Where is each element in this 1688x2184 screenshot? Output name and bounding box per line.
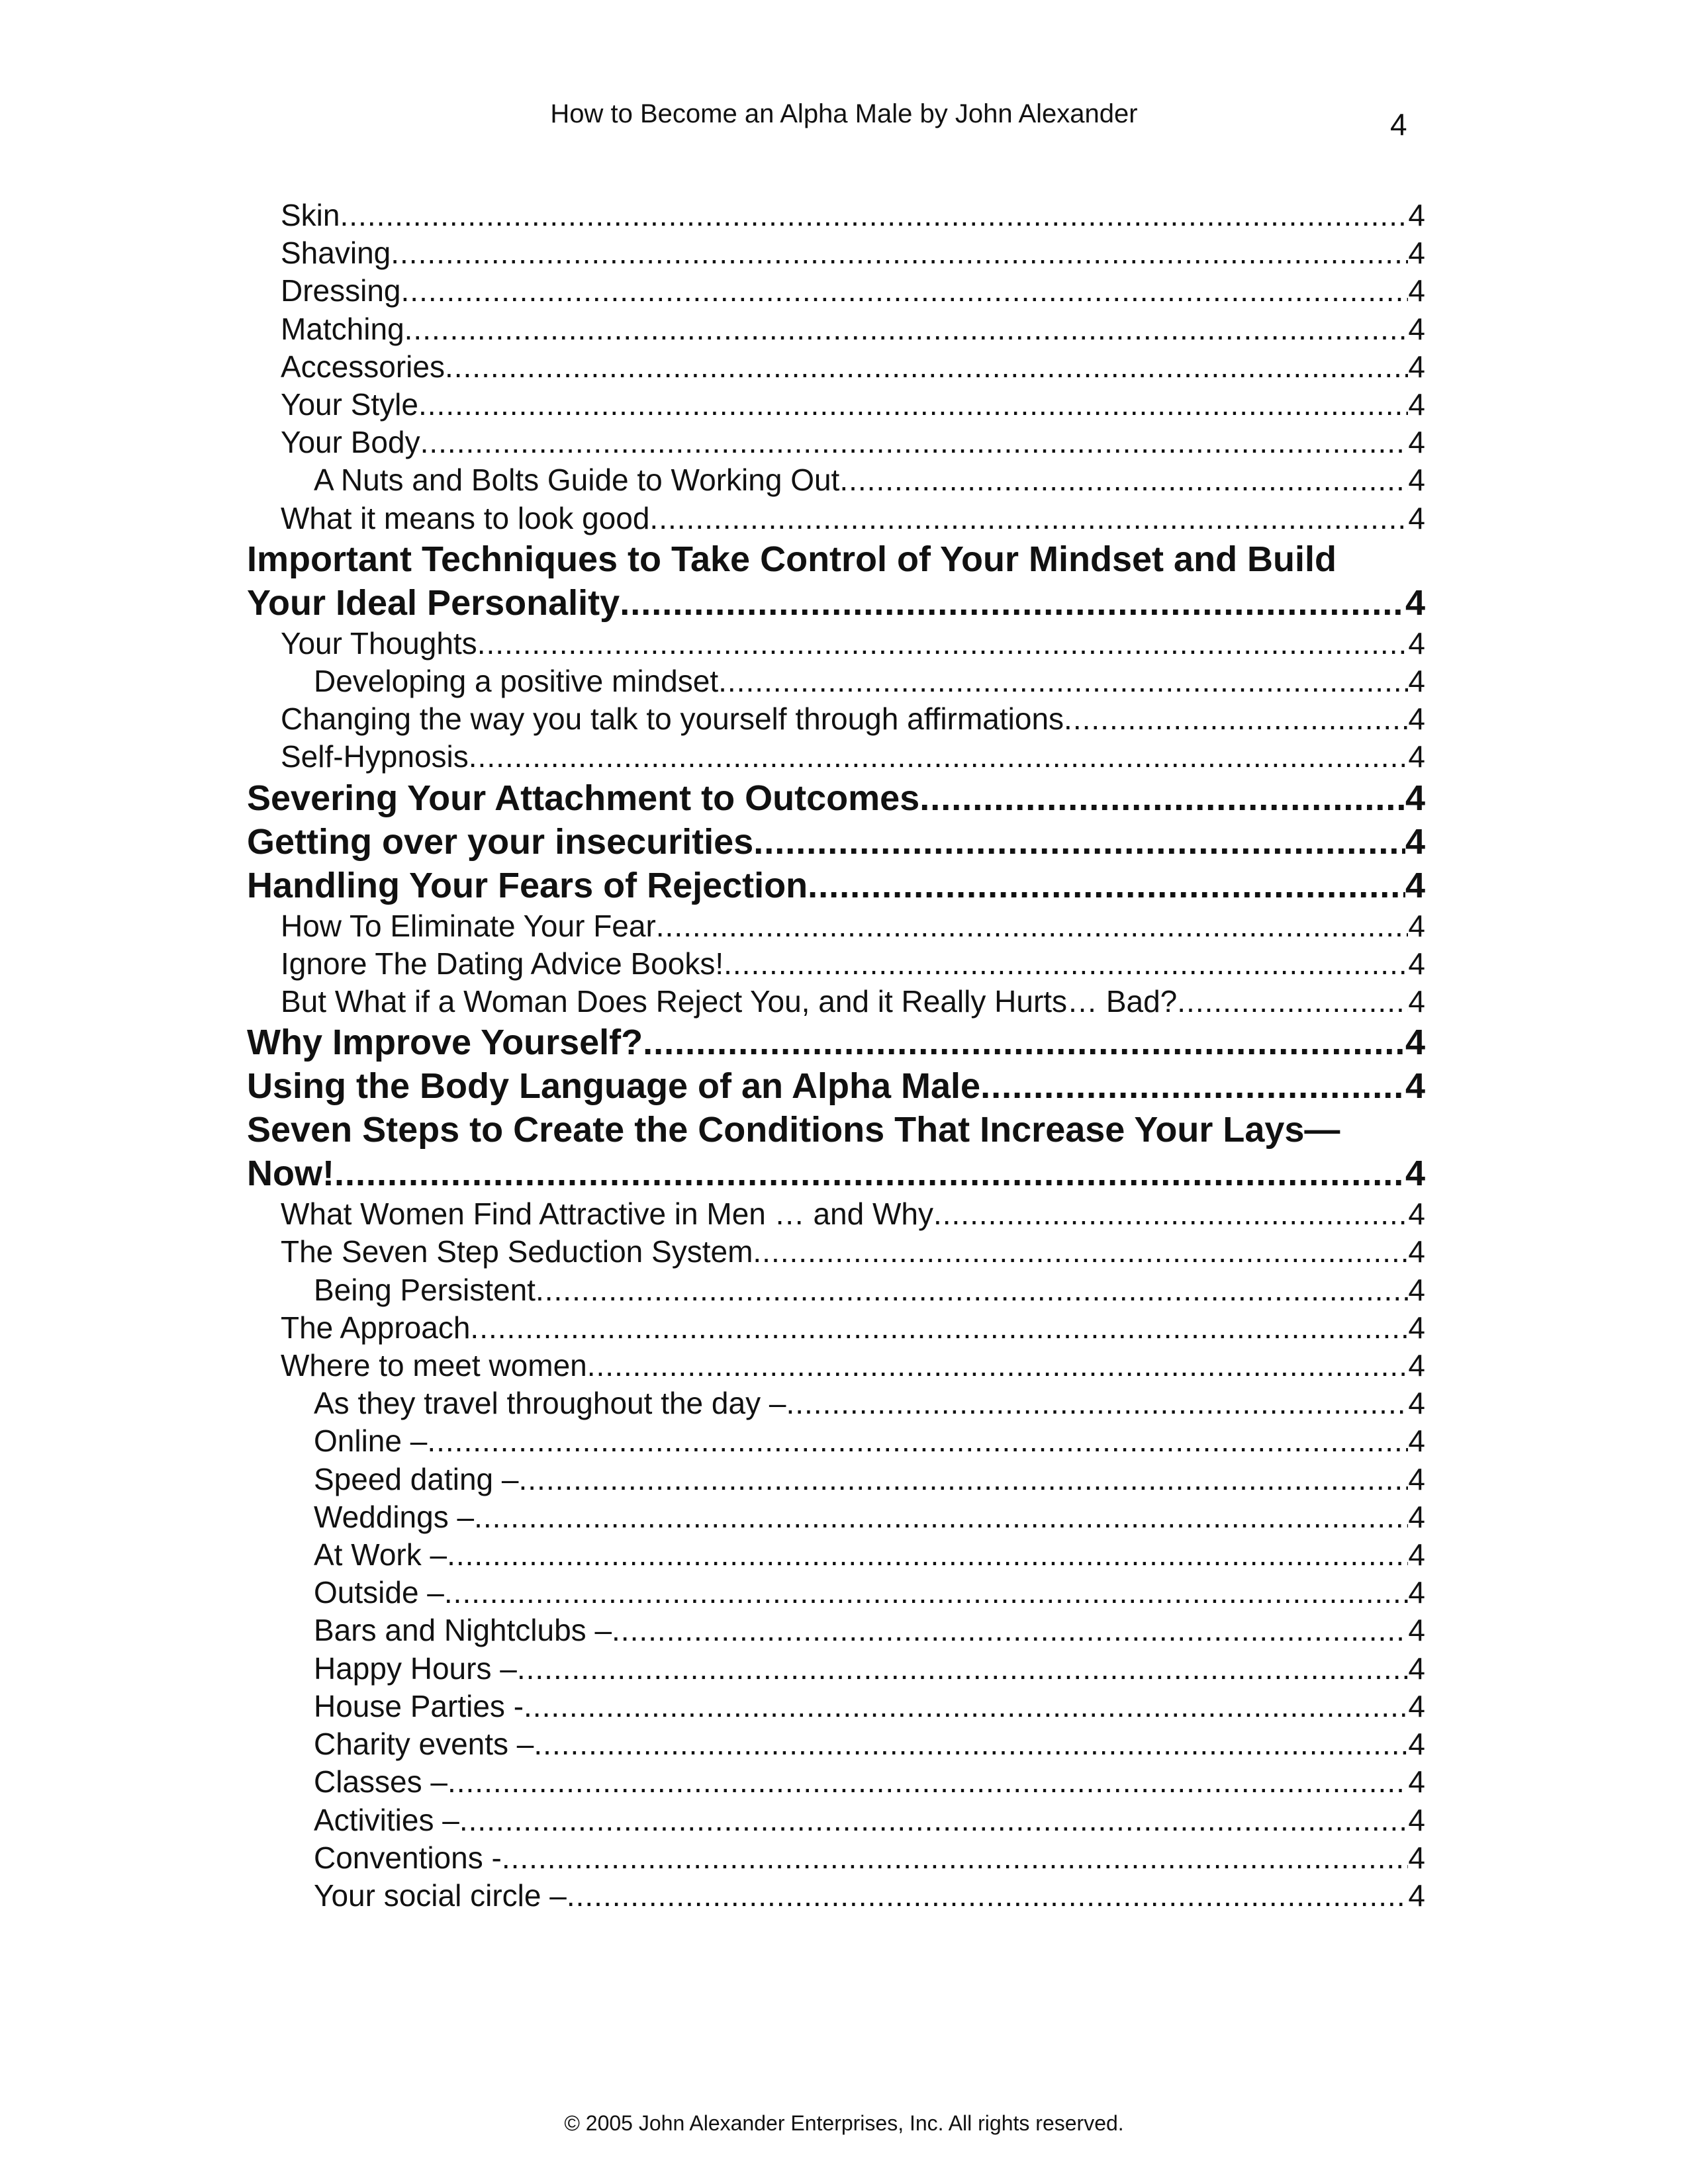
running-header: How to Become an Alpha Male by John Alexander — [550, 99, 1138, 128]
toc-entry[interactable] — [247, 1195, 1425, 1233]
toc-page-number: 4 — [1408, 702, 1425, 737]
dot-leader — [334, 1152, 1405, 1195]
toc-page-number: 4 — [1405, 821, 1425, 862]
toc-page-number: 4 — [1408, 1537, 1425, 1572]
toc-entry[interactable] — [247, 700, 1425, 738]
toc-page-number: 4 — [1408, 1802, 1425, 1837]
toc-heading-block[interactable] — [247, 1108, 1425, 1195]
dot-leader — [420, 424, 1409, 461]
toc-entry[interactable] — [247, 1461, 1425, 1498]
dot-leader — [786, 1385, 1408, 1422]
toc-page-number: 4 — [1405, 1066, 1425, 1107]
toc-entry[interactable] — [247, 1309, 1425, 1347]
toc-entry-title: What Women Find Attractive in Men … and Why — [281, 1197, 933, 1232]
toc-entry-title: Being Persistent — [314, 1272, 536, 1307]
toc-entry-title: Your Body — [281, 425, 420, 460]
toc-page-number: 4 — [1408, 1386, 1425, 1421]
toc-page-number: 4 — [1408, 500, 1425, 535]
dot-leader — [919, 776, 1405, 820]
toc-entry[interactable] — [247, 310, 1425, 348]
toc-page-number: 4 — [1408, 1348, 1425, 1383]
toc-entry-title-line: Now! — [247, 1154, 334, 1194]
toc-entry[interactable] — [247, 1498, 1425, 1536]
toc-entry-title: Matching — [281, 311, 404, 346]
toc-page-number: 4 — [1408, 739, 1425, 774]
toc-entry-title: Changing the way you talk to yourself through affirmations — [281, 702, 1064, 737]
copyright-footer: © 2005 John Alexander Enterprises, Inc. All rights reserved. — [564, 2111, 1124, 2135]
toc-entry[interactable] — [247, 1839, 1425, 1877]
toc-entry[interactable] — [247, 197, 1425, 234]
toc-entry-title: Shaving — [281, 236, 391, 271]
toc-entry-title: House Parties - — [314, 1688, 524, 1723]
toc-entry-title: Dressing — [281, 273, 401, 308]
toc-entry[interactable] — [247, 1650, 1425, 1688]
dot-leader — [391, 234, 1408, 272]
dot-leader — [933, 1195, 1408, 1233]
toc-entry-title: Developing a positive mindset — [314, 664, 719, 699]
dot-leader — [808, 864, 1405, 907]
toc-page-number: 4 — [1408, 664, 1425, 699]
toc-page-number: 4 — [1405, 865, 1425, 905]
toc-entry-title: Your Style — [281, 387, 418, 422]
toc-entry-title: Classes – — [314, 1764, 447, 1799]
toc-entry[interactable] — [247, 1574, 1425, 1612]
toc-entry-title: How To Eliminate Your Fear — [281, 908, 656, 943]
toc-page-number: 4 — [1408, 1764, 1425, 1799]
dot-leader — [753, 1233, 1408, 1271]
toc-entry-title: Conventions - — [314, 1840, 502, 1875]
toc-entry — [247, 1152, 1425, 1195]
toc-entry[interactable] — [247, 945, 1425, 983]
toc-entry[interactable] — [247, 907, 1425, 945]
dot-leader — [477, 625, 1409, 662]
toc-entry[interactable] — [247, 625, 1425, 662]
toc-page-number: 4 — [1408, 1424, 1425, 1459]
toc-entry — [247, 581, 1425, 625]
toc-entry-title: What it means to look good — [281, 500, 650, 535]
toc-page-number: 4 — [1408, 1840, 1425, 1875]
dot-leader — [839, 461, 1408, 499]
toc-entry[interactable] — [247, 983, 1425, 1021]
toc-entry[interactable] — [247, 348, 1425, 386]
toc-page-number: 4 — [1408, 198, 1425, 232]
dot-leader — [517, 1650, 1409, 1688]
toc-page-number: 4 — [1408, 1575, 1425, 1610]
toc-page-number: 4 — [1408, 946, 1425, 981]
toc-entry[interactable] — [247, 662, 1425, 700]
toc-page-number: 4 — [1408, 984, 1425, 1019]
toc-entry-title: Bars and Nightclubs – — [314, 1613, 612, 1648]
toc-page-number: 4 — [1408, 1878, 1425, 1913]
dot-leader — [524, 1688, 1408, 1725]
toc-entry-title: Your Thoughts — [281, 625, 477, 660]
toc-entry[interactable] — [247, 1385, 1425, 1422]
toc-entry[interactable] — [247, 1801, 1425, 1839]
toc-entry-title: Outside – — [314, 1575, 444, 1610]
toc-entry-title: The Seven Step Seduction System — [281, 1234, 753, 1269]
dot-leader — [980, 1064, 1405, 1108]
dot-leader — [620, 581, 1405, 625]
toc-page-number: 4 — [1408, 273, 1425, 308]
toc-page-number: 4 — [1408, 1727, 1425, 1762]
toc-page-number: 4 — [1405, 1154, 1425, 1194]
toc-entry[interactable] — [247, 424, 1425, 461]
dot-leader — [447, 1763, 1408, 1801]
dot-leader — [753, 820, 1405, 864]
toc-page-number: 4 — [1408, 1272, 1425, 1307]
toc-entry-title: Skin — [281, 198, 340, 232]
dot-leader — [1064, 700, 1408, 738]
dot-leader — [587, 1347, 1409, 1385]
dot-leader — [536, 1271, 1408, 1309]
dot-leader — [470, 1309, 1408, 1347]
toc-entry-title: Using the Body Language of an Alpha Male — [247, 1066, 981, 1107]
toc-page-number: 4 — [1408, 1197, 1425, 1232]
toc-page-number: 4 — [1408, 1499, 1425, 1534]
toc-entry[interactable] — [247, 1064, 1425, 1108]
toc-entry[interactable] — [247, 234, 1425, 272]
dot-leader — [401, 272, 1409, 310]
toc-entry-title-line: Important Techniques to Take Control of Your Mindset and Build — [247, 539, 1337, 579]
dot-leader — [340, 197, 1408, 234]
toc-entry-title: Weddings – — [314, 1499, 475, 1534]
toc-entry-title: Online – — [314, 1424, 428, 1459]
toc-entry-title: Self-Hypnosis — [281, 739, 469, 774]
toc-entry[interactable] — [247, 272, 1425, 310]
toc-entry[interactable] — [247, 1271, 1425, 1309]
toc-entry[interactable] — [247, 1725, 1425, 1763]
toc-entry-title: Charity events – — [314, 1727, 534, 1762]
toc-page-number: 4 — [1408, 463, 1425, 498]
dot-leader — [404, 310, 1409, 348]
toc-entry-title: Ignore The Dating Advice Books! — [281, 946, 724, 981]
toc-page-number: 4 — [1405, 778, 1425, 818]
toc-entry-title-line: Seven Steps to Create the Conditions That Increase Your Lays— — [247, 1110, 1340, 1150]
toc-page-number: 4 — [1408, 1234, 1425, 1269]
toc-page-number: 4 — [1408, 1651, 1425, 1686]
dot-leader — [724, 945, 1408, 983]
toc-entry-title: A Nuts and Bolts Guide to Working Out — [314, 463, 840, 498]
toc-entry-title: Activities – — [314, 1802, 459, 1837]
dot-leader — [649, 500, 1408, 537]
dot-leader — [567, 1877, 1409, 1915]
dot-leader — [519, 1461, 1409, 1498]
dot-leader — [444, 1574, 1409, 1612]
toc-page-number: 4 — [1408, 1310, 1425, 1345]
dot-leader — [718, 662, 1408, 700]
toc-page-number: 4 — [1408, 1688, 1425, 1723]
toc-entry[interactable] — [247, 1347, 1425, 1385]
toc-entry[interactable] — [247, 1021, 1425, 1064]
toc-page-number: 4 — [1408, 387, 1425, 422]
page-number: 4 — [1390, 107, 1407, 142]
toc-page-number: 4 — [1408, 311, 1425, 346]
table-of-contents — [247, 197, 1425, 1915]
dot-leader — [474, 1498, 1408, 1536]
dot-leader — [418, 386, 1408, 424]
toc-page-number: 4 — [1405, 582, 1425, 623]
toc-page-number: 4 — [1408, 1461, 1425, 1496]
toc-page-number: 4 — [1408, 236, 1425, 271]
toc-entry-title-line: Your Ideal Personality — [247, 582, 620, 623]
toc-entry[interactable] — [247, 500, 1425, 537]
toc-page-number: 4 — [1408, 1613, 1425, 1648]
toc-entry-title: Handling Your Fears of Rejection — [247, 865, 808, 905]
toc-entry[interactable] — [247, 1763, 1425, 1801]
toc-entry-title: Severing Your Attachment to Outcomes — [247, 778, 920, 818]
toc-entry[interactable] — [247, 386, 1425, 424]
toc-entry-title: As they travel throughout the day – — [314, 1386, 786, 1421]
toc-entry-title: Why Improve Yourself? — [247, 1023, 643, 1063]
dot-leader — [534, 1725, 1408, 1763]
dot-leader — [445, 348, 1408, 386]
dot-leader — [656, 907, 1409, 945]
toc-entry[interactable] — [247, 1233, 1425, 1271]
toc-entry-title: Accessories — [281, 349, 445, 384]
toc-entry[interactable] — [247, 1877, 1425, 1915]
dot-leader — [1177, 983, 1408, 1021]
dot-leader — [643, 1021, 1405, 1064]
toc-entry[interactable] — [247, 776, 1425, 820]
dot-leader — [459, 1801, 1409, 1839]
toc-entry-title: Getting over your insecurities — [247, 821, 754, 862]
dot-leader — [447, 1536, 1408, 1574]
dot-leader — [612, 1612, 1408, 1649]
toc-entry[interactable] — [247, 864, 1425, 907]
toc-entry[interactable] — [247, 1536, 1425, 1574]
toc-entry-title: The Approach — [281, 1310, 471, 1345]
toc-page-number: 4 — [1408, 625, 1425, 660]
toc-page-number: 4 — [1405, 1023, 1425, 1063]
toc-entry-title: Where to meet women — [281, 1348, 587, 1383]
dot-leader — [427, 1422, 1408, 1460]
toc-entry[interactable] — [247, 461, 1425, 499]
dot-leader — [469, 738, 1409, 776]
toc-entry[interactable] — [247, 1612, 1425, 1649]
toc-entry-title: But What if a Woman Does Reject You, and it Really Hurts… Bad? — [281, 984, 1178, 1019]
toc-page-number: 4 — [1408, 349, 1425, 384]
toc-entry[interactable] — [247, 738, 1425, 776]
toc-entry[interactable] — [247, 1688, 1425, 1725]
toc-entry-title: Happy Hours – — [314, 1651, 517, 1686]
toc-page-number: 4 — [1408, 425, 1425, 460]
toc-entry[interactable] — [247, 1422, 1425, 1460]
toc-entry-title: At Work – — [314, 1537, 447, 1572]
toc-entry-title: Speed dating – — [314, 1461, 519, 1496]
toc-entry[interactable] — [247, 820, 1425, 864]
dot-leader — [502, 1839, 1409, 1877]
toc-heading-block[interactable] — [247, 537, 1425, 625]
toc-page-number: 4 — [1408, 908, 1425, 943]
toc-entry-title: Your social circle – — [314, 1878, 567, 1913]
